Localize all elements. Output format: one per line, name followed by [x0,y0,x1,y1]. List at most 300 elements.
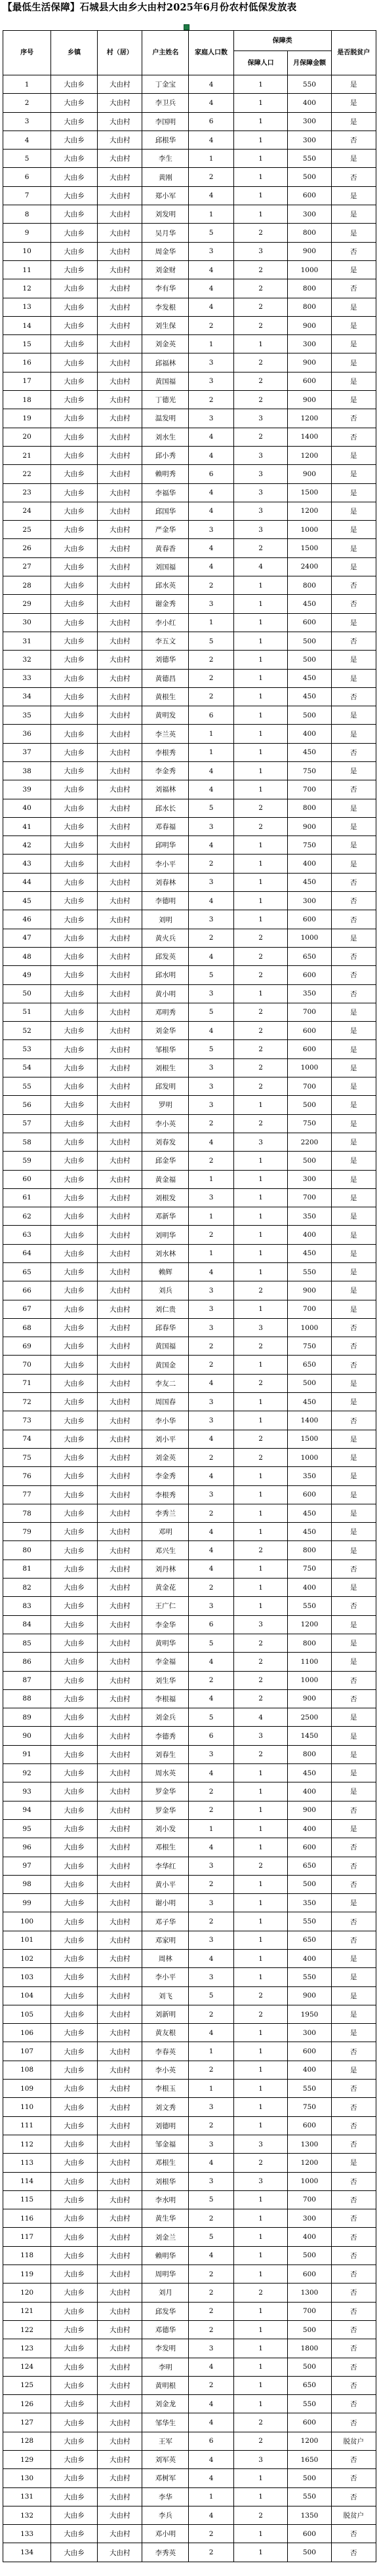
cell-people[interactable]: 1 [233,1782,288,1801]
table-row[interactable] [3,2487,376,2506]
cell-people[interactable]: 1 [233,1838,288,1857]
cell-no[interactable]: 73 [3,1411,51,1430]
cell-household-pop[interactable]: 2 [189,316,233,334]
table-row[interactable] [3,873,376,891]
cell-no[interactable]: 43 [3,855,51,873]
cell-no[interactable]: 105 [3,2005,51,2023]
cell-flag[interactable]: 是 [331,651,376,669]
cell-flag[interactable]: 否 [331,1931,376,1949]
table-row[interactable] [3,1096,376,1114]
table-row[interactable] [3,2376,376,2394]
table-row[interactable] [3,186,376,205]
cell-head[interactable]: 李根秀 [142,743,189,761]
cell-no[interactable]: 108 [3,2061,51,2079]
cell-township[interactable]: 大由乡 [51,224,98,242]
cell-household-pop[interactable]: 3 [189,353,233,372]
cell-amount[interactable]: 800 [288,279,331,298]
cell-township[interactable]: 大由乡 [51,1430,98,1448]
cell-head[interactable]: 李兵 [142,2506,189,2524]
cell-people[interactable]: 2 [233,1430,288,1448]
cell-head[interactable]: 刘小发 [142,1819,189,1838]
cell-head[interactable]: 刘仁贵 [142,1300,189,1318]
table-row[interactable] [3,576,376,595]
cell-head[interactable]: 刘水生 [142,428,189,446]
table-row[interactable] [3,1300,376,1318]
cell-amount[interactable]: 500 [288,2469,331,2487]
cell-village[interactable]: 大由村 [98,1114,142,1133]
cell-no[interactable]: 31 [3,632,51,650]
cell-head[interactable]: 刘飞 [142,1986,189,2005]
cell-people[interactable]: 1 [233,1801,288,1819]
table-row[interactable] [3,2358,376,2376]
cell-head[interactable]: 刘军英 [142,2451,189,2469]
cell-head[interactable]: 黄国金 [142,1356,189,1374]
cell-township[interactable]: 大由乡 [51,2265,98,2284]
cell-amount[interactable]: 650 [288,947,331,965]
cell-flag[interactable]: 是 [331,521,376,539]
cell-amount[interactable]: 600 [288,1838,331,1857]
cell-township[interactable]: 大由乡 [51,1411,98,1430]
cell-village[interactable]: 大由村 [98,391,142,409]
cell-flag[interactable]: 是 [331,1188,376,1207]
cell-household-pop[interactable]: 5 [189,799,233,817]
cell-village[interactable]: 大由村 [98,409,142,428]
cell-amount[interactable]: 450 [288,1523,331,1541]
cell-no[interactable]: 41 [3,817,51,835]
cell-no[interactable]: 29 [3,595,51,613]
cell-people[interactable]: 1 [233,2061,288,2079]
cell-household-pop[interactable]: 2 [189,1912,233,1931]
table-row[interactable] [3,1968,376,1986]
cell-village[interactable]: 大由村 [98,2024,142,2042]
cell-village[interactable]: 大由村 [98,1986,142,2005]
cell-amount[interactable]: 300 [288,205,331,224]
cell-no[interactable]: 59 [3,1152,51,1170]
cell-amount[interactable]: 800 [288,1541,331,1560]
cell-township[interactable]: 大由乡 [51,984,98,1003]
cell-amount[interactable]: 450 [288,687,331,706]
cell-village[interactable]: 大由村 [98,2320,142,2339]
cell-household-pop[interactable]: 2 [189,1801,233,1819]
cell-no[interactable]: 102 [3,1949,51,1967]
cell-township[interactable]: 大由乡 [51,391,98,409]
cell-flag[interactable]: 是 [331,465,376,483]
cell-amount[interactable]: 550 [288,1597,331,1615]
cell-no[interactable]: 3 [3,112,51,131]
table-row[interactable] [3,1170,376,1188]
cell-township[interactable]: 大由乡 [51,1894,98,1912]
cell-flag[interactable]: 否 [331,409,376,428]
cell-head[interactable]: 刘生保 [142,316,189,334]
cell-village[interactable]: 大由村 [98,2284,142,2302]
cell-flag[interactable]: 是 [331,1244,376,1262]
cell-people[interactable]: 2 [233,817,288,835]
cell-head[interactable]: 邹华生 [142,2413,189,2432]
cell-household-pop[interactable]: 4 [189,483,233,502]
cell-township[interactable]: 大由乡 [51,131,98,149]
cell-flag[interactable]: 是 [331,1374,376,1392]
cell-no[interactable]: 130 [3,2469,51,2487]
cell-no[interactable]: 79 [3,1523,51,1541]
cell-flag[interactable]: 是 [331,260,376,279]
cell-village[interactable]: 大由村 [98,873,142,891]
cell-head[interactable]: 邱春华 [142,1318,189,1337]
cell-no[interactable]: 78 [3,1504,51,1522]
cell-amount[interactable]: 1300 [288,2284,331,2302]
cell-amount[interactable]: 1450 [288,1727,331,1745]
cell-household-pop[interactable]: 6 [189,1727,233,1745]
cell-head[interactable]: 丁金宝 [142,75,189,94]
table-row[interactable] [3,947,376,965]
cell-township[interactable]: 大由乡 [51,335,98,353]
cell-amount[interactable]: 600 [288,186,331,205]
cell-head[interactable]: 郑小军 [142,186,189,205]
cell-village[interactable]: 大由村 [98,1894,142,1912]
cell-head[interactable]: 邱发英 [142,947,189,965]
cell-village[interactable]: 大由村 [98,168,142,186]
cell-flag[interactable]: 否 [331,2302,376,2320]
cell-people[interactable]: 1 [233,1188,288,1207]
cell-no[interactable]: 39 [3,780,51,799]
cell-no[interactable]: 85 [3,1634,51,1652]
cell-flag[interactable]: 否 [331,2525,376,2543]
table-row[interactable] [3,1114,376,1133]
cell-flag[interactable]: 否 [331,2135,376,2153]
cell-flag[interactable]: 是 [331,1263,376,1281]
cell-household-pop[interactable]: 2 [189,1152,233,1170]
cell-no[interactable]: 127 [3,2413,51,2432]
cell-head[interactable]: 刘春发 [142,1133,189,1151]
cell-amount[interactable]: 2200 [288,1133,331,1151]
cell-amount[interactable]: 1200 [288,502,331,520]
cell-flag[interactable]: 是 [331,353,376,372]
cell-no[interactable]: 12 [3,279,51,298]
cell-head[interactable]: 邱水英 [142,576,189,595]
cell-amount[interactable]: 900 [288,1801,331,1819]
cell-flag[interactable]: 是 [331,1485,376,1504]
cell-village[interactable]: 大由村 [98,279,142,298]
cell-head[interactable]: 黄根生 [142,687,189,706]
cell-amount[interactable]: 650 [288,1857,331,1875]
table-row[interactable] [3,761,376,780]
cell-township[interactable]: 大由乡 [51,1188,98,1207]
cell-household-pop[interactable]: 4 [189,1653,233,1671]
cell-head[interactable]: 刘根发 [142,1188,189,1207]
cell-flag[interactable]: 是 [331,1096,376,1114]
table-row[interactable] [3,557,376,576]
cell-flag[interactable]: 否 [331,2098,376,2116]
cell-people[interactable]: 2 [233,1003,288,1021]
cell-household-pop[interactable]: 3 [189,1281,233,1300]
cell-township[interactable]: 大由乡 [51,1838,98,1857]
cell-people[interactable]: 1 [233,2265,288,2284]
cell-flag[interactable]: 是 [331,1986,376,2005]
cell-village[interactable]: 大由村 [98,1188,142,1207]
cell-village[interactable]: 大由村 [98,2154,142,2172]
cell-flag[interactable]: 是 [331,1133,376,1151]
cell-people[interactable]: 3 [233,521,288,539]
cell-head[interactable]: 刘根华 [142,2172,189,2190]
cell-household-pop[interactable]: 2 [189,1226,233,1244]
cell-people[interactable]: 1 [233,1560,288,1578]
cell-township[interactable]: 大由乡 [51,2302,98,2320]
cell-township[interactable]: 大由乡 [51,1523,98,1541]
cell-amount[interactable]: 700 [288,2302,331,2320]
cell-township[interactable]: 大由乡 [51,576,98,595]
cell-head[interactable]: 邓明 [142,1523,189,1541]
table-row[interactable] [3,1411,376,1430]
cell-flag[interactable]: 是 [331,1615,376,1634]
cell-people[interactable]: 1 [233,1393,288,1411]
cell-head[interactable]: 刘生华 [142,1671,189,1689]
cell-flag[interactable]: 是 [331,761,376,780]
cell-head[interactable]: 刘国福 [142,557,189,576]
cell-flag[interactable]: 是 [331,1430,376,1448]
table-row[interactable] [3,2451,376,2469]
cell-township[interactable]: 大由乡 [51,2135,98,2153]
cell-head[interactable]: 黄金福 [142,1170,189,1188]
cell-household-pop[interactable]: 3 [189,372,233,390]
cell-people[interactable]: 4 [233,557,288,576]
cell-household-pop[interactable]: 2 [189,2543,233,2562]
cell-people[interactable]: 1 [233,1968,288,1986]
cell-township[interactable]: 大由乡 [51,1986,98,2005]
cell-township[interactable]: 大由乡 [51,2395,98,2413]
cell-no[interactable]: 103 [3,1968,51,1986]
cell-township[interactable]: 大由乡 [51,557,98,576]
cell-village[interactable]: 大由村 [98,1708,142,1727]
table-row[interactable] [3,725,376,743]
cell-village[interactable]: 大由村 [98,929,142,947]
cell-head[interactable]: 刘金财 [142,260,189,279]
cell-head[interactable]: 李小英 [142,2061,189,2079]
cell-amount[interactable]: 1000 [288,1318,331,1337]
cell-household-pop[interactable]: 2 [189,2525,233,2543]
cell-flag[interactable]: 是 [331,1114,376,1133]
cell-township[interactable]: 大由乡 [51,1263,98,1281]
table-row[interactable] [3,595,376,613]
cell-flag[interactable]: 否 [331,947,376,965]
table-row[interactable] [3,1467,376,1485]
cell-people[interactable]: 1 [233,131,288,149]
cell-household-pop[interactable]: 4 [189,1133,233,1151]
cell-household-pop[interactable]: 4 [189,2469,233,2487]
cell-household-pop[interactable]: 2 [189,1448,233,1466]
cell-amount[interactable]: 500 [288,2358,331,2376]
cell-amount[interactable]: 1800 [288,2339,331,2358]
cell-amount[interactable]: 600 [288,2042,331,2061]
cell-household-pop[interactable]: 2 [189,2005,233,2023]
cell-village[interactable]: 大由村 [98,1801,142,1819]
cell-no[interactable]: 87 [3,1671,51,1689]
cell-no[interactable]: 114 [3,2172,51,2190]
cell-township[interactable]: 大由乡 [51,205,98,224]
cell-township[interactable]: 大由乡 [51,2246,98,2264]
cell-township[interactable]: 大由乡 [51,1356,98,1374]
cell-village[interactable]: 大由村 [98,780,142,799]
cell-people[interactable]: 3 [233,2451,288,2469]
table-row[interactable] [3,1745,376,1763]
cell-village[interactable]: 大由村 [98,2543,142,2562]
cell-flag[interactable]: 是 [331,1968,376,1986]
cell-household-pop[interactable]: 4 [189,131,233,149]
cell-head[interactable]: 刘兵 [142,1281,189,1300]
cell-head[interactable]: 王广仁 [142,1597,189,1615]
cell-people[interactable]: 1 [233,595,288,613]
cell-no[interactable]: 5 [3,150,51,168]
cell-township[interactable]: 大由乡 [51,632,98,650]
table-row[interactable] [3,2320,376,2339]
cell-no[interactable]: 110 [3,2098,51,2116]
cell-village[interactable]: 大由村 [98,576,142,595]
cell-household-pop[interactable]: 3 [189,2098,233,2116]
cell-no[interactable]: 92 [3,1764,51,1782]
table-row[interactable] [3,1003,376,1021]
cell-household-pop[interactable]: 3 [189,1931,233,1949]
cell-head[interactable]: 刘春生 [142,1745,189,1763]
cell-amount[interactable]: 900 [288,817,331,835]
cell-flag[interactable]: 否 [331,2265,376,2284]
cell-no[interactable]: 95 [3,1819,51,1838]
table-row[interactable] [3,1281,376,1300]
cell-no[interactable]: 33 [3,669,51,687]
cell-village[interactable]: 大由村 [98,1411,142,1430]
cell-village[interactable]: 大由村 [98,1281,142,1300]
cell-people[interactable]: 1 [233,2320,288,2339]
cell-no[interactable]: 99 [3,1894,51,1912]
cell-flag[interactable]: 是 [331,1653,376,1671]
cell-township[interactable]: 大由乡 [51,446,98,464]
cell-amount[interactable]: 900 [288,1689,331,1708]
table-row[interactable] [3,94,376,112]
cell-flag[interactable]: 否 [331,1875,376,1893]
cell-village[interactable]: 大由村 [98,1058,142,1077]
cell-flag[interactable]: 是 [331,1467,376,1485]
cell-household-pop[interactable]: 3 [189,1411,233,1430]
cell-people[interactable]: 1 [233,1152,288,1170]
cell-no[interactable]: 47 [3,929,51,947]
cell-people[interactable]: 3 [233,1318,288,1337]
cell-village[interactable]: 大由村 [98,2265,142,2284]
cell-no[interactable]: 16 [3,353,51,372]
cell-no[interactable]: 121 [3,2302,51,2320]
cell-people[interactable]: 1 [233,168,288,186]
cell-head[interactable]: 吴月华 [142,224,189,242]
cell-flag[interactable]: 是 [331,1226,376,1244]
table-row[interactable] [3,1541,376,1560]
cell-household-pop[interactable]: 3 [189,1894,233,1912]
table-row[interactable] [3,1838,376,1857]
cell-head[interactable]: 邓德华 [142,2320,189,2339]
cell-amount[interactable]: 300 [288,2209,331,2228]
cell-head[interactable]: 李小英 [142,1114,189,1133]
cell-no[interactable]: 94 [3,1801,51,1819]
table-row[interactable] [3,279,376,298]
table-row[interactable] [3,966,376,984]
cell-head[interactable]: 邱发明 [142,1077,189,1096]
cell-township[interactable]: 大由乡 [51,1003,98,1021]
cell-village[interactable]: 大由村 [98,761,142,780]
cell-amount[interactable]: 400 [288,1949,331,1967]
table-row[interactable] [3,1912,376,1931]
cell-household-pop[interactable]: 2 [189,2320,233,2339]
cell-amount[interactable]: 600 [288,2413,331,2432]
cell-village[interactable]: 大由村 [98,1040,142,1058]
cell-household-pop[interactable]: 2 [189,2265,233,2284]
cell-no[interactable]: 26 [3,539,51,557]
cell-household-pop[interactable]: 2 [189,2284,233,2302]
cell-amount[interactable]: 800 [288,1745,331,1763]
cell-people[interactable]: 1 [233,761,288,780]
cell-township[interactable]: 大由乡 [51,1226,98,1244]
cell-flag[interactable]: 是 [331,446,376,464]
cell-household-pop[interactable]: 2 [189,687,233,706]
cell-amount[interactable]: 1000 [288,521,331,539]
cell-household-pop[interactable]: 4 [189,2246,233,2264]
cell-township[interactable]: 大由乡 [51,651,98,669]
cell-household-pop[interactable]: 4 [189,2395,233,2413]
cell-head[interactable]: 黄小平 [142,1875,189,1893]
cell-head[interactable]: 赖明华 [142,2246,189,2264]
cell-flag[interactable]: 否 [331,2543,376,2562]
cell-people[interactable]: 1 [233,1263,288,1281]
cell-amount[interactable]: 600 [288,910,331,929]
cell-no[interactable]: 35 [3,706,51,725]
cell-amount[interactable]: 550 [288,1263,331,1281]
cell-township[interactable]: 大由乡 [51,1040,98,1058]
cell-people[interactable]: 1 [233,1875,288,1893]
cell-household-pop[interactable]: 1 [189,1170,233,1188]
cell-township[interactable]: 大由乡 [51,2190,98,2209]
cell-village[interactable]: 大由村 [98,557,142,576]
table-row[interactable] [3,372,376,390]
cell-head[interactable]: 邓新华 [142,1207,189,1226]
cell-village[interactable]: 大由村 [98,2098,142,2116]
cell-no[interactable]: 7 [3,186,51,205]
cell-people[interactable]: 1 [233,75,288,94]
cell-household-pop[interactable]: 3 [189,1318,233,1337]
cell-no[interactable]: 106 [3,2024,51,2042]
cell-amount[interactable]: 450 [288,1764,331,1782]
cell-no[interactable]: 65 [3,1263,51,1281]
cell-no[interactable]: 131 [3,2487,51,2506]
cell-village[interactable]: 大由村 [98,910,142,929]
cell-flag[interactable]: 否 [331,1597,376,1615]
cell-flag[interactable]: 脱贫户 [331,2506,376,2524]
cell-household-pop[interactable]: 5 [189,1708,233,1727]
cell-amount[interactable]: 500 [288,1875,331,1893]
cell-flag[interactable]: 是 [331,1894,376,1912]
cell-village[interactable]: 大由村 [98,2413,142,2432]
cell-flag[interactable]: 脱贫户 [331,2432,376,2450]
cell-village[interactable]: 大由村 [98,2190,142,2209]
cell-people[interactable]: 1 [233,1244,288,1262]
cell-township[interactable]: 大由乡 [51,409,98,428]
cell-people[interactable]: 1 [233,687,288,706]
cell-township[interactable]: 大由乡 [51,2061,98,2079]
cell-people[interactable]: 1 [233,836,288,855]
cell-amount[interactable]: 1350 [288,2506,331,2524]
cell-head[interactable]: 周水英 [142,1764,189,1782]
cell-amount[interactable]: 900 [288,316,331,334]
cell-no[interactable]: 132 [3,2506,51,2524]
cell-amount[interactable]: 500 [288,632,331,650]
cell-household-pop[interactable]: 4 [189,2358,233,2376]
cell-flag[interactable]: 否 [331,743,376,761]
cell-amount[interactable]: 700 [288,780,331,799]
cell-no[interactable]: 55 [3,1077,51,1096]
cell-village[interactable]: 大由村 [98,2246,142,2264]
